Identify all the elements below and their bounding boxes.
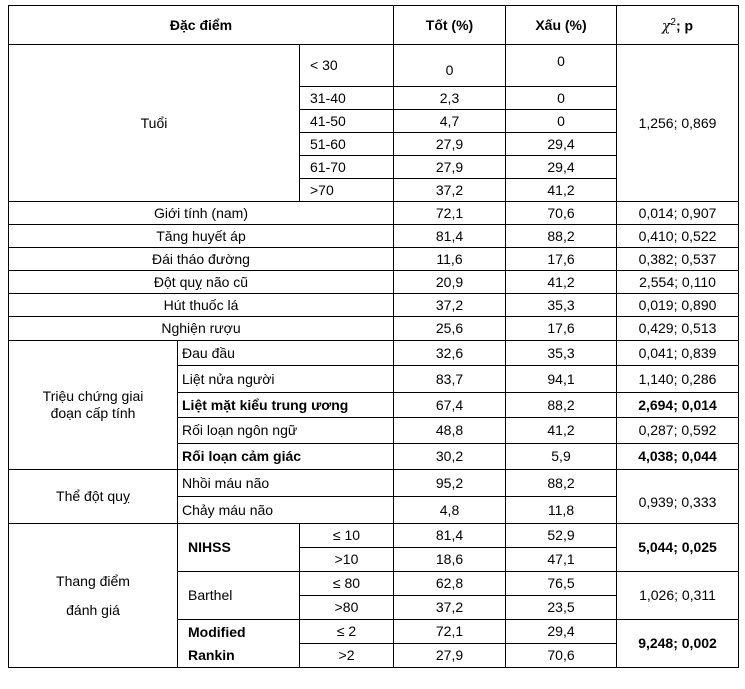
age-label: Tuổi: [9, 45, 300, 202]
stat-value: 0,382; 0,537: [617, 248, 739, 271]
age-bad: 41,2: [506, 179, 617, 202]
table-row: [9, 294, 739, 317]
good-value: 25,6: [394, 317, 506, 341]
stat-value: 5,044; 0,025: [617, 524, 739, 572]
cutoff: ≤ 10: [300, 524, 394, 548]
bad-value: 94,1: [506, 366, 617, 393]
age-good: 2,3: [394, 87, 506, 110]
feature-label: Tăng huyết áp: [9, 225, 394, 248]
stat-value: 1,026; 0,311: [617, 572, 739, 620]
bad-value: 70,6: [506, 202, 617, 225]
table-row: [9, 470, 739, 497]
table-row: [9, 341, 739, 366]
good-value: 20,9: [394, 271, 506, 294]
feature-label: Hút thuốc lá: [9, 294, 394, 317]
scales-label-line2: đánh giá: [66, 601, 120, 618]
chi-superscript: 2: [670, 17, 676, 29]
rankin-label-line2: Rankin: [188, 646, 235, 663]
age-good: 27,9: [394, 156, 506, 179]
header-feature: Đặc điểm: [9, 6, 394, 45]
age-group: < 30: [300, 45, 394, 87]
cutoff: >10: [300, 548, 394, 572]
bad-value: 52,9: [506, 524, 617, 548]
barthel-label: Barthel: [178, 572, 300, 620]
bad-value: 17,6: [506, 248, 617, 271]
stat-value: 0,429; 0,513: [617, 317, 739, 341]
stat-value: 9,248; 0,002: [617, 620, 739, 668]
stroke-type-item: Chảy máu não: [178, 497, 394, 524]
good-value: 27,9: [394, 644, 506, 668]
good-value: 37,2: [394, 596, 506, 620]
header-good: Tốt (%): [394, 6, 506, 45]
bad-value: 35,3: [506, 341, 617, 366]
symptom-label: Liệt nửa người: [178, 366, 394, 393]
good-value: 37,2: [394, 294, 506, 317]
good-value: 32,6: [394, 341, 506, 366]
symptom-label: Liệt mặt kiểu trung ương: [178, 393, 394, 418]
bad-value: 11,8: [506, 497, 617, 524]
feature-label: Đột quỵ não cũ: [9, 271, 394, 294]
feature-label: Giới tính (nam): [9, 202, 394, 225]
bad-value: 5,9: [506, 444, 617, 470]
table-row: [9, 248, 739, 271]
bad-value: 41,2: [506, 418, 617, 444]
age-group: 51-60: [300, 133, 394, 156]
results-table: [8, 5, 739, 668]
scales-label-line1: Thang điểm: [56, 572, 130, 589]
good-value: 62,8: [394, 572, 506, 596]
bad-value: 41,2: [506, 271, 617, 294]
symptoms-label: [9, 341, 178, 470]
bad-value: 47,1: [506, 548, 617, 572]
bad-value: 88,2: [506, 225, 617, 248]
stat-value: 0,410; 0,522: [617, 225, 739, 248]
nihss-label: NIHSS: [178, 524, 300, 572]
header-bad: Xấu (%): [506, 6, 617, 45]
good-value: 95,2: [394, 470, 506, 497]
stroke-type-label: Thể đột quỵ: [9, 470, 178, 524]
table-row: [9, 202, 739, 225]
good-value: 81,4: [394, 524, 506, 548]
age-bad: 29,4: [506, 133, 617, 156]
age-good: 0: [394, 45, 506, 87]
header-stat: [617, 6, 739, 45]
table-row: [9, 225, 739, 248]
age-good: 27,9: [394, 133, 506, 156]
feature-label: Nghiện rượu: [9, 317, 394, 341]
table-row: [9, 524, 739, 548]
good-value: 11,6: [394, 248, 506, 271]
symptoms-label-line1: Triệu chứng giai: [42, 388, 144, 404]
good-value: 83,7: [394, 366, 506, 393]
chi-symbol: χ: [661, 18, 671, 35]
scales-label: [9, 524, 178, 668]
cutoff: ≤ 2: [300, 620, 394, 644]
stat-value: 2,554; 0,110: [617, 271, 739, 294]
stat-value: 0,287; 0,592: [617, 418, 739, 444]
stat-value: 0,939; 0,333: [617, 470, 739, 524]
stat-value: 4,038; 0,044: [617, 444, 739, 470]
age-bad: 0: [506, 110, 617, 133]
age-group: 31-40: [300, 87, 394, 110]
bad-value: 88,2: [506, 470, 617, 497]
age-group: 61-70: [300, 156, 394, 179]
cutoff: >80: [300, 596, 394, 620]
good-value: 67,4: [394, 393, 506, 418]
cutoff: ≤ 80: [300, 572, 394, 596]
symptom-label: Rối loạn cảm giác: [178, 444, 394, 470]
stroke-type-item: Nhồi máu não: [178, 470, 394, 497]
bad-value: 23,5: [506, 596, 617, 620]
good-value: 18,6: [394, 548, 506, 572]
bad-value: 35,3: [506, 294, 617, 317]
rankin-label: [178, 620, 300, 668]
age-bad: 29,4: [506, 156, 617, 179]
header-row: [9, 6, 739, 45]
stat-value: 0,019; 0,890: [617, 294, 739, 317]
stat-value: 2,694; 0,014: [617, 393, 739, 418]
good-value: 72,1: [394, 620, 506, 644]
age-good: 4,7: [394, 110, 506, 133]
rankin-label-line1: Modified: [188, 623, 246, 640]
good-value: 72,1: [394, 202, 506, 225]
age-bad: 0: [506, 45, 617, 87]
bad-value: 76,5: [506, 572, 617, 596]
table-row: [9, 45, 739, 87]
age-good: 37,2: [394, 179, 506, 202]
bad-value: 17,6: [506, 317, 617, 341]
feature-label: Đái tháo đường: [9, 248, 394, 271]
symptoms-label-line2: đoạn cấp tính: [50, 405, 136, 421]
good-value: 30,2: [394, 444, 506, 470]
table-row: [9, 317, 739, 341]
stat-value: 0,014; 0,907: [617, 202, 739, 225]
symptom-label: Đau đầu: [178, 341, 394, 366]
age-group: >70: [300, 179, 394, 202]
cutoff: >2: [300, 644, 394, 668]
bad-value: 29,4: [506, 620, 617, 644]
stat-value: 1,140; 0,286: [617, 366, 739, 393]
good-value: 48,8: [394, 418, 506, 444]
header-stat-suffix: ; p: [675, 17, 694, 34]
bad-value: 88,2: [506, 393, 617, 418]
age-group: 41-50: [300, 110, 394, 133]
bad-value: 70,6: [506, 644, 617, 668]
good-value: 81,4: [394, 225, 506, 248]
age-stat: 1,256; 0,869: [617, 45, 739, 202]
stat-value: 0,041; 0,839: [617, 341, 739, 366]
good-value: 4,8: [394, 497, 506, 524]
symptom-label: Rối loạn ngôn ngữ: [178, 418, 394, 444]
age-bad: 0: [506, 87, 617, 110]
table-row: [9, 271, 739, 294]
